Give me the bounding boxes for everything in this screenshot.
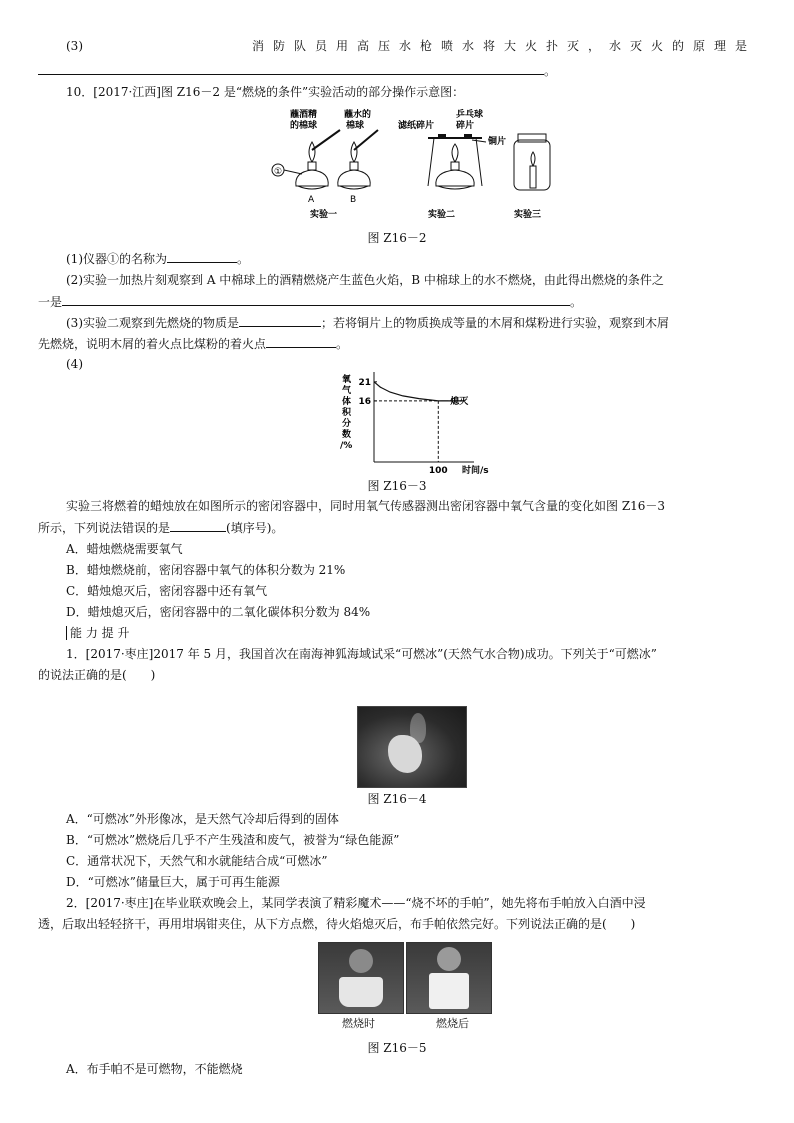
q2-option-a: A．布手帕不是可燃物，不能燃烧 (66, 1062, 243, 1076)
exp2-label: 实验二 (428, 210, 456, 220)
copper-label: 铜片 (488, 137, 507, 147)
q2-text-b: 透，后取出轻轻挤干，再用坩埚钳夹住，从下方点燃，待火焰熄灭后，布手帕依然完好。下列说法正确的是( ) (38, 917, 636, 931)
pingpong-label-2: 碎片 (456, 121, 475, 131)
cloth (429, 973, 469, 1009)
alcohol-lamp-b (338, 130, 378, 189)
q10-header: 10．[2017·江西]图 Z16－2 是“燃烧的条件”实验活动的部分操作示意图： (66, 85, 465, 99)
q1-option-d: D．“可燃冰”储量巨大，属于可再生能源 (66, 875, 280, 889)
q10-option-b: B．蜡烛燃烧前，密闭容器中氧气的体积分数为 21% (66, 563, 346, 577)
x-axis-label: 时间/s (462, 466, 489, 476)
fig-z16-3-caption: 图 Z16－3 (367, 479, 427, 493)
oxygen-chart (340, 370, 489, 480)
q1-option-c: C．通常状况下，天然气和水就能结合成“可燃冰” (66, 854, 328, 868)
photo-left-label: 燃烧时 (342, 1017, 375, 1030)
tripod-setup (428, 134, 486, 189)
q2-text-a: 2．[2017·枣庄]在毕业联欢晚会上，某同学表演了精彩魔术——“烧不坏的手帕”，她先将布手帕放入白酒中浸 (66, 896, 646, 910)
q10-p4-text-b: 所示，下列说法错误的是 (填序号)。 (38, 521, 284, 535)
paper-label: 滤纸碎片 (398, 121, 435, 131)
q3-text: 消防队员用高压水枪喷水将大火扑灭，水灭火的原理是 (251, 39, 756, 53)
person-head (349, 949, 373, 973)
handkerchief-photo-burning (318, 942, 404, 1014)
label-b: B (350, 195, 357, 205)
q10-p3a: (3)实验二观察到先燃烧的物质是 ；若将铜片上的物质换成等量的木屑和煤粉进行实验，观察到木屑 (66, 316, 670, 330)
experiment-figure (268, 104, 568, 224)
annotation-label: 熄灭 (450, 396, 469, 407)
q1-text-a: 1．[2017·枣庄]2017 年 5 月，我国首次在南海神狐海域试采“可燃冰”(天然气水合物)成功。下列关于“可燃冰” (66, 647, 657, 661)
q10-p4-text-a: 实验三将燃着的蜡烛放在如图所示的密闭容器中，同时用氧气传感器测出密闭容器中氧气含量的变化如图 Z16－3 (66, 499, 666, 513)
photo-right-label: 燃烧后 (436, 1017, 469, 1030)
q10-p4-label: (4) (66, 357, 83, 371)
q1-option-a: A．“可燃冰”外形像冰，是天然气冷却后得到的固体 (66, 812, 339, 826)
p1-blank[interactable] (167, 250, 237, 263)
alcohol-ball-label-2: 的棉球 (290, 121, 318, 131)
flame (410, 713, 426, 743)
marker-label: ① (274, 167, 283, 177)
fig-z16-4-caption: 图 Z16－4 (367, 792, 427, 806)
cloth (339, 977, 383, 1007)
flammable-ice-photo (357, 706, 467, 788)
q3-answer-blank[interactable] (38, 62, 544, 75)
q3-line (66, 38, 756, 54)
q10-p2a: (2)实验一加热片刻观察到 A 中棉球上的酒精燃烧产生蓝色火焰，B 中棉球上的水不燃烧，由此得出燃烧的条件之 (66, 273, 664, 287)
water-ball-label: 蘸水的 (344, 110, 372, 120)
sealed-jar (514, 134, 550, 190)
q1-option-b: B．“可燃冰”燃烧后几乎不产生残渣和废气，被誉为“绿色能源” (66, 833, 400, 847)
section-header: 能 力 提 升 (66, 625, 129, 641)
exp1-label: 实验一 (310, 210, 338, 220)
marker-leader (284, 170, 302, 174)
chart-ylabel: 氧气体积分数/% (340, 375, 353, 451)
q10-option-c: C．蜡烛熄灭后，密闭容器中还有氧气 (66, 584, 268, 598)
p3-blank-1[interactable] (239, 314, 321, 327)
person-head (437, 947, 461, 971)
q3-label: (3) (66, 39, 83, 53)
q10-p2b: 一是 。 (38, 295, 583, 309)
q3-answer-line: 。 (38, 62, 556, 79)
p4-blank[interactable] (170, 519, 226, 532)
label-a: A (308, 195, 315, 205)
fig-z16-5-caption: 图 Z16－5 (367, 1041, 427, 1055)
y-tick-label: 16 (358, 396, 371, 407)
alcohol-lamp-a (296, 130, 340, 189)
q10-p3c: 先燃烧，说明木屑的着火点比煤粉的着火点 。 (38, 337, 349, 351)
p2-blank[interactable] (62, 293, 570, 306)
handkerchief-photo-after (406, 942, 492, 1014)
q10-option-d: D．蜡烛熄灭后，密闭容器中的二氧化碳体积分数为 84% (66, 605, 371, 619)
p3-blank-2[interactable] (266, 335, 336, 348)
exp3-label: 实验三 (514, 210, 542, 220)
x-tick-label: 100 (428, 466, 448, 476)
water-ball-label-2: 棉球 (346, 121, 365, 131)
q10-option-a: A．蜡烛燃烧需要氧气 (66, 542, 183, 556)
q10-p1: (1)仪器①的名称为 。 (66, 252, 250, 266)
pingpong-label: 乒乓球 (456, 110, 484, 120)
fig-z16-2-caption: 图 Z16－2 (367, 231, 427, 245)
y-tick-label: 21 (358, 377, 371, 388)
q1-text-b: 的说法正确的是( ) (38, 668, 156, 682)
alcohol-ball-label: 蘸酒精 (290, 110, 318, 120)
